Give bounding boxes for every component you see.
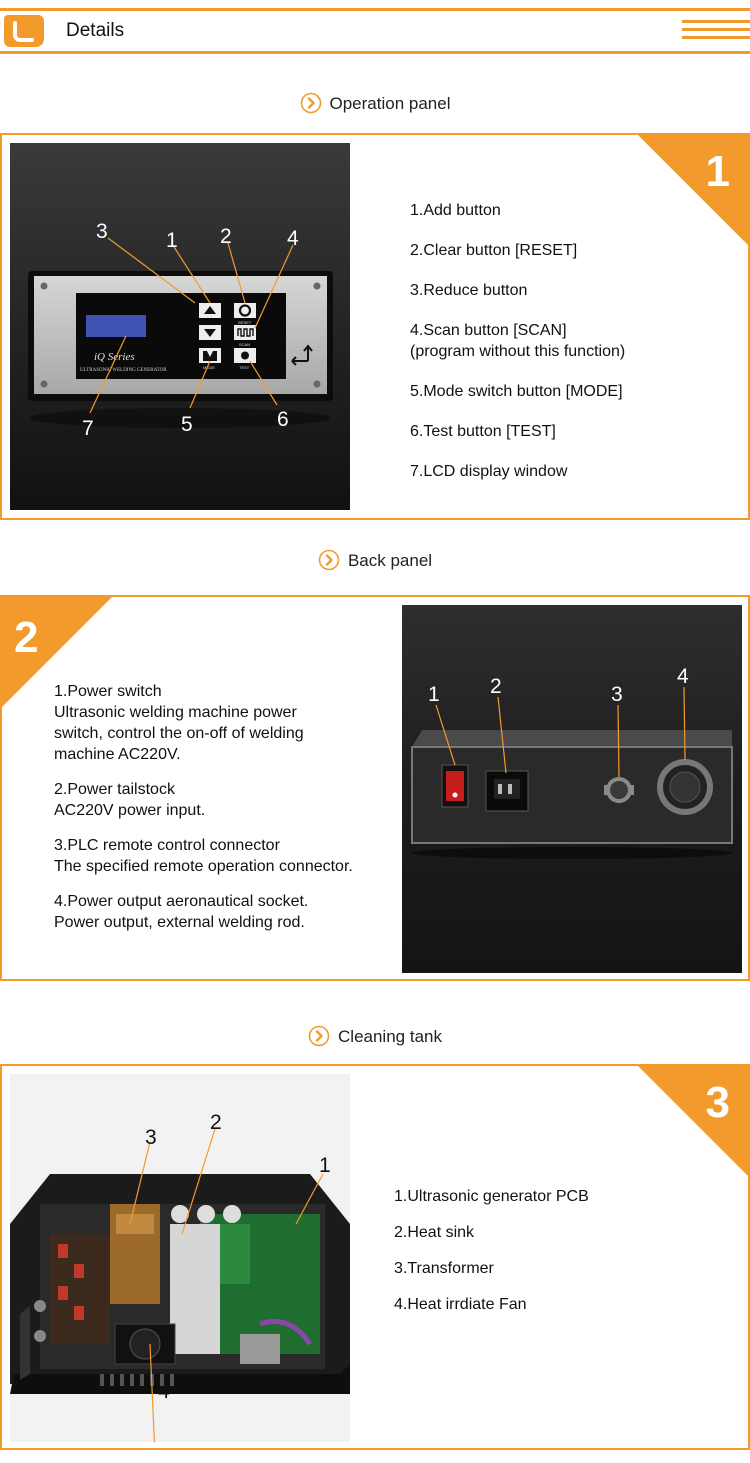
list-item-line: machine AC220V. [54,746,181,763]
section-heading-cleaning-tank [0,1025,750,1047]
list-item: 5.Mode switch button [MODE] [410,383,623,400]
list-item-title: 3.PLC remote control connector [54,837,280,854]
list-item-title: 4.Power output aeronautical socket. [54,893,309,910]
details-header [0,8,750,56]
reset-label: RESET [238,320,252,325]
callout-6: 6 [277,408,289,431]
section-heading-text: Back panel [347,551,433,570]
header-top-bar [0,8,750,11]
list-item: 3.Reduce button [410,282,528,299]
scan-label: SCAN [239,342,251,347]
back-panel-card [0,595,750,981]
list-item: 6.Test button [TEST] [410,423,556,440]
operation-panel-photo [10,143,350,510]
back-panel-list [54,681,353,947]
mode-label: MODE [203,365,215,370]
callout-1: 1 [428,683,440,706]
section-number: 3 [705,1078,730,1127]
list-item: 1.Ultrasonic generator PCB [394,1188,589,1205]
list-item-line: switch, control the on-off of welding [54,725,304,742]
section-heading-operation-panel [0,92,750,114]
callout-3: 3 [96,220,108,243]
list-item [54,891,353,933]
section-number: 2 [14,613,39,662]
section-number-badge [638,135,748,245]
page-title: Details [66,20,125,41]
test-label: TEST [239,365,250,370]
brand-sub-label: ULTRASONIC WELDING GENERATOR [80,368,167,373]
section-heading-back-panel [0,549,750,571]
section-heading-text: Operation panel [329,94,451,113]
callout-1: 1 [166,229,178,252]
list-item-title: 1.Power switch [54,683,162,700]
brand-label: iQ Series [94,351,135,363]
list-item-note: (program without this function) [410,343,626,360]
list-item: 7.LCD display window [410,463,568,480]
list-item: 3.Transformer [394,1260,494,1277]
chevron-right-icon [308,1025,330,1047]
callout-2: 2 [210,1111,222,1134]
header-bottom-bar [0,51,750,54]
cleaning-tank-photo [10,1074,350,1442]
brand-logo-icon [2,11,48,51]
callout-5: 5 [181,413,193,436]
list-item: 1.Add button [410,202,501,219]
callout-3: 3 [611,683,623,706]
list-item-line: Ultrasonic welding machine power [54,704,297,721]
list-item [410,320,625,362]
callout-4: 4 [158,1380,170,1403]
callout-2: 2 [220,225,232,248]
chevron-right-icon [300,92,322,114]
list-item: 2.Heat sink [394,1224,475,1241]
list-item [54,681,353,765]
callout-4: 4 [677,665,689,688]
list-item-title: 4.Scan button [SCAN] [410,322,567,339]
chevron-right-icon [318,549,340,571]
section-number-badge [638,1066,748,1176]
list-item-line: The specified remote operation connector. [54,858,353,875]
back-panel-photo [402,605,742,973]
list-item-title: 2.Power tailstock [54,781,175,798]
callout-1: 1 [319,1154,331,1177]
callout-3: 3 [145,1126,157,1149]
list-item: 2.Clear button [RESET] [410,242,578,259]
list-item: 4.Heat irrdiate Fan [394,1296,527,1313]
list-item-line: Power output, external welding rod. [54,914,305,931]
list-item [54,779,353,821]
list-item [54,835,353,877]
cleaning-tank-card [0,1064,750,1450]
operation-panel-card [0,133,750,520]
callout-4: 4 [287,227,299,250]
callout-2: 2 [490,675,502,698]
callout-7: 7 [82,417,94,440]
list-item-line: AC220V power input. [54,802,206,819]
cleaning-tank-list [394,1186,589,1330]
section-number: 1 [705,147,730,196]
section-heading-text: Cleaning tank [338,1027,442,1046]
operation-panel-list [410,200,625,501]
menu-icon[interactable] [682,20,750,44]
